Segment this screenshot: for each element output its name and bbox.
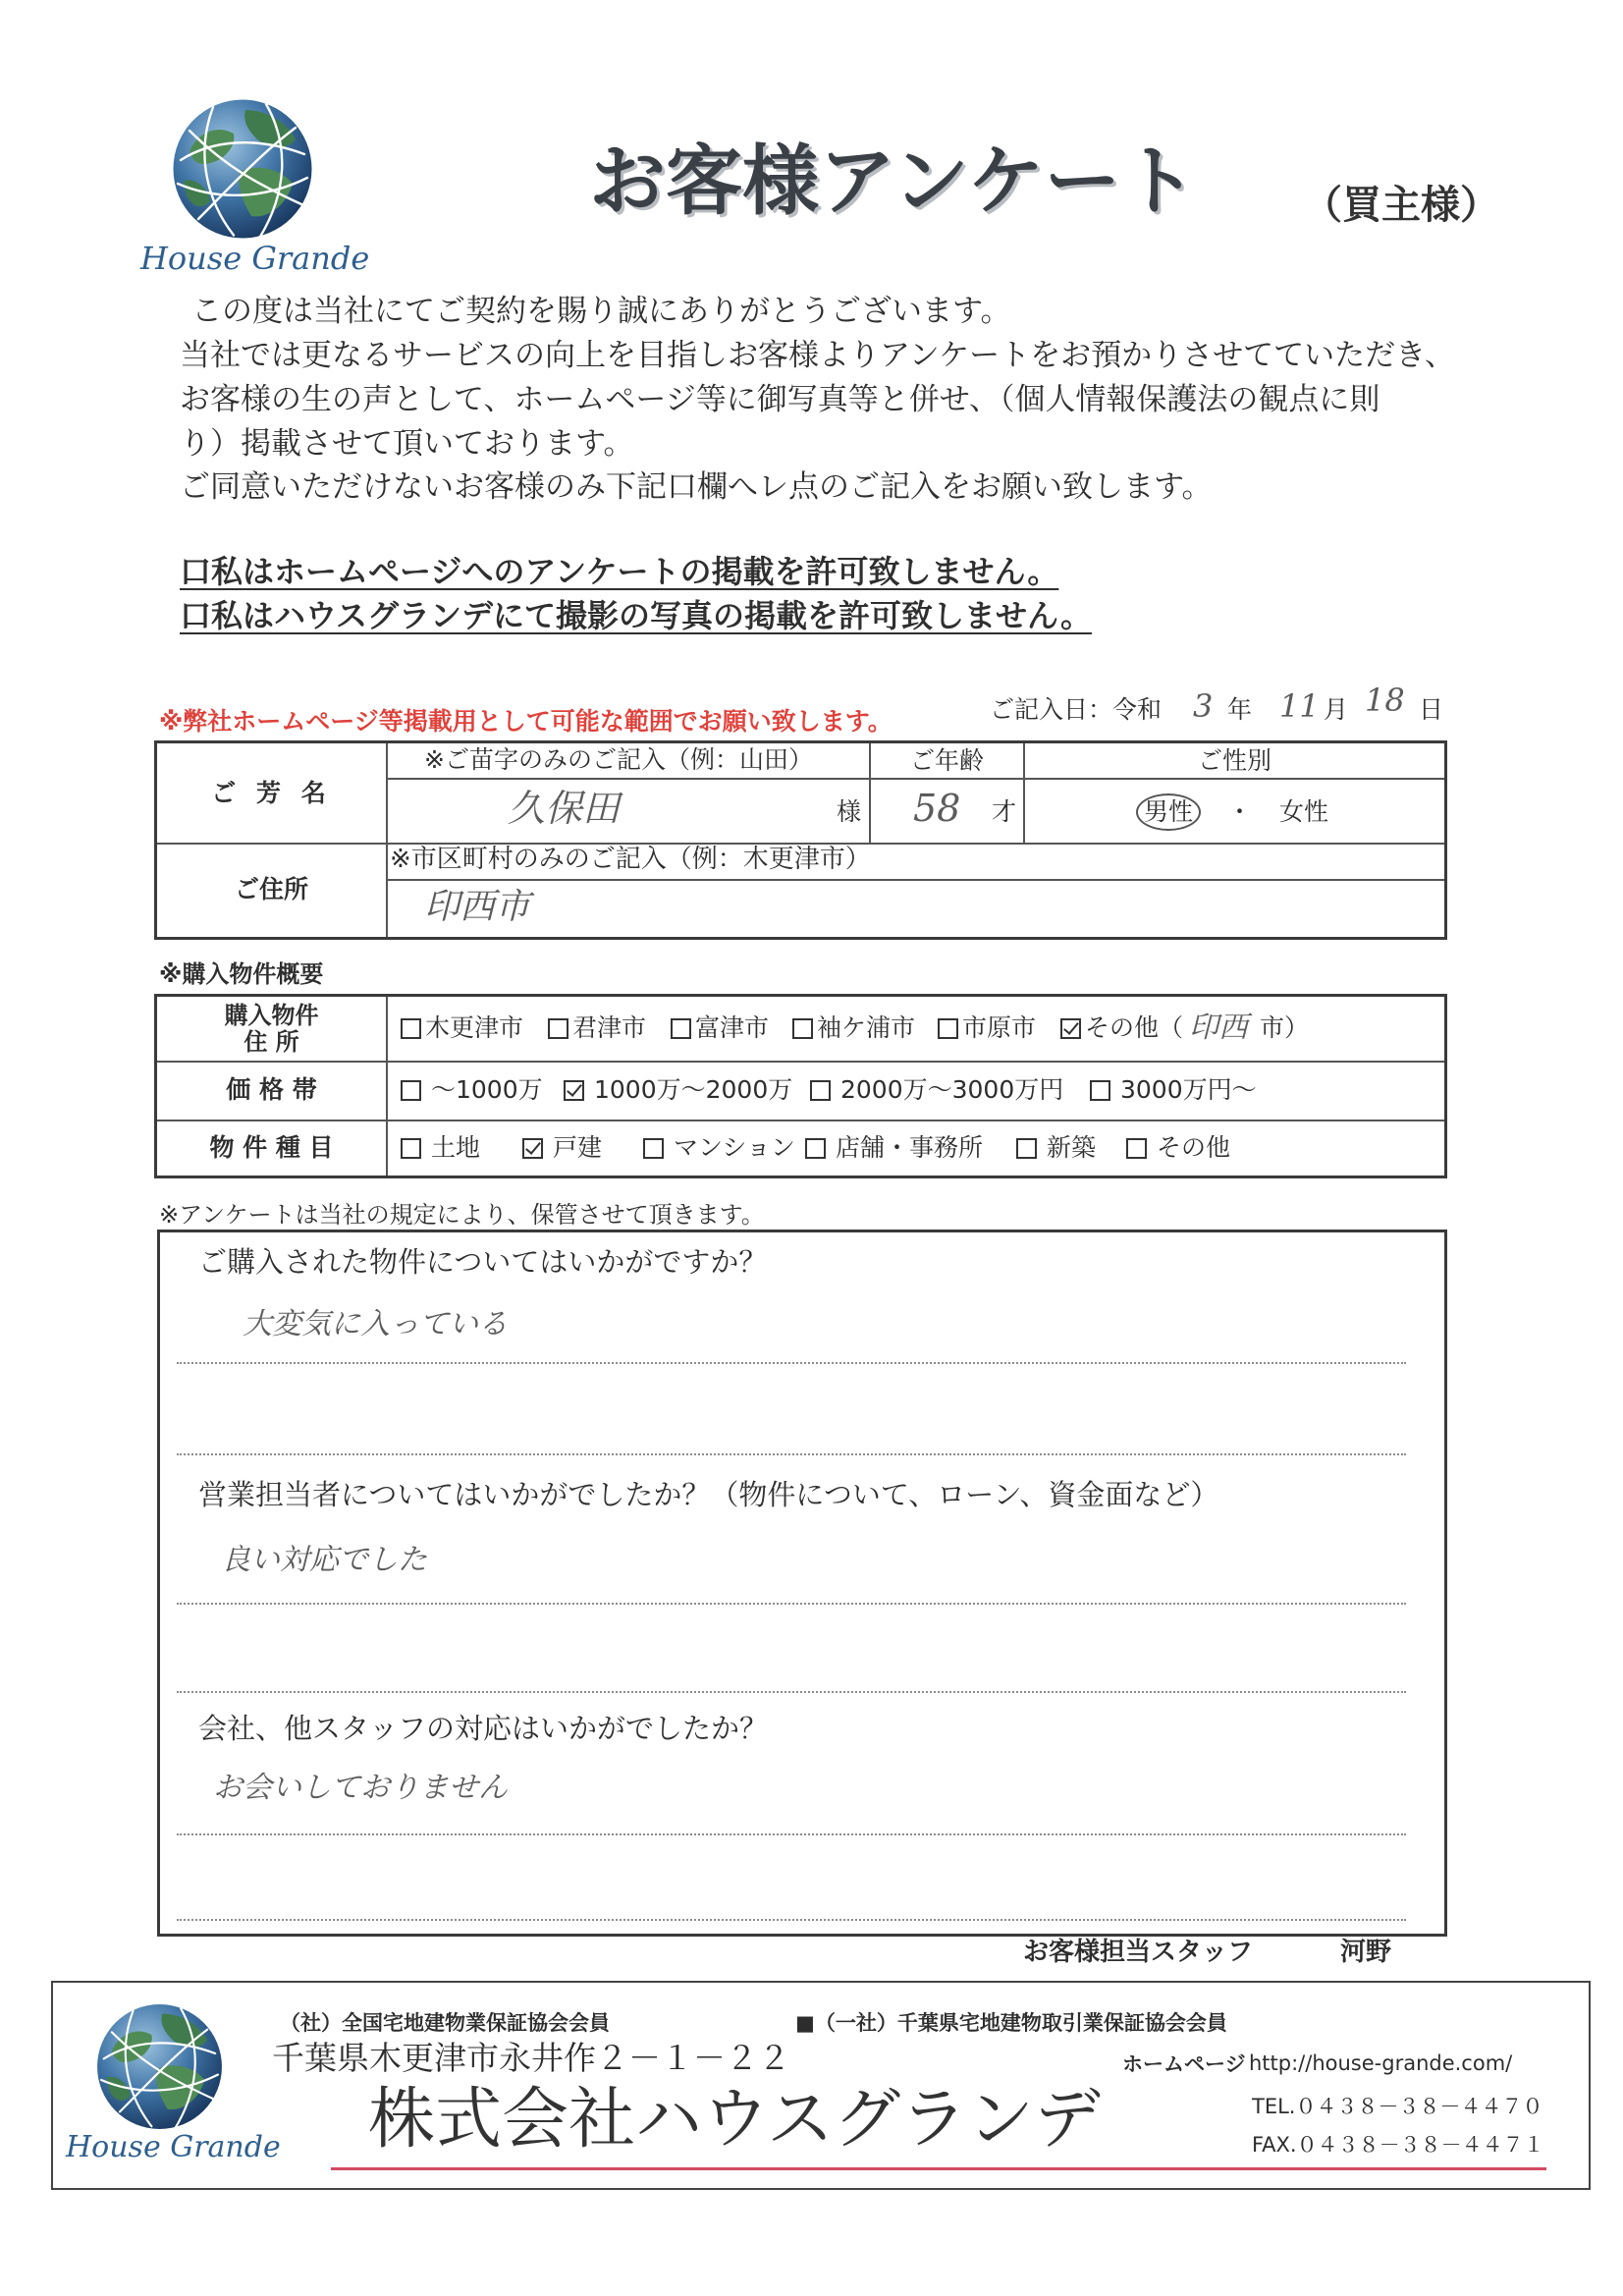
answer-line — [177, 1833, 1406, 1835]
gender-option-male: 男性 — [1136, 793, 1201, 831]
location-option — [938, 1013, 1036, 1043]
option-label: 3000万円～ — [1120, 1075, 1257, 1104]
option-label: 袖ケ浦市 — [817, 1013, 916, 1042]
entry-date-month-unit: 月 — [1324, 695, 1349, 724]
customer-info-table — [154, 740, 1447, 940]
checkbox — [643, 1138, 664, 1159]
answer-property: 大変気に入っている — [243, 1307, 508, 1341]
checkbox — [1060, 1018, 1081, 1039]
question-other-staff: 会社、他スタッフの対応はいかがでしたか？ — [198, 1712, 769, 1745]
company-tel: TEL.０４３８－３８－４４７０ — [1252, 2095, 1543, 2118]
globe-logo-icon — [169, 95, 316, 243]
type-option — [522, 1133, 602, 1163]
type-option — [401, 1133, 480, 1163]
option-label: 市原市 — [962, 1013, 1037, 1042]
intro-line: り）掲載させて頂いております。 — [180, 426, 634, 462]
address-hint: ※市区町村のみのご記入（例：木更津市） — [390, 845, 871, 874]
age-value: 58 — [913, 787, 961, 830]
table-divider — [386, 743, 388, 937]
checkbox — [1126, 1138, 1147, 1159]
company-logo — [169, 95, 316, 243]
answer-other-staff: お会いしておりません — [213, 1771, 508, 1805]
option-label: 富津市 — [695, 1013, 770, 1042]
homepage-label: ホームページ — [1122, 2052, 1246, 2076]
name-hint: ※ご苗字のみのご記入（例：山田） — [424, 745, 813, 774]
checkbox — [401, 1138, 421, 1159]
entry-date-label: ご記入日：令和 — [990, 695, 1163, 724]
price-label: 価 格 帯 — [226, 1075, 317, 1104]
intro-line: 当社では更なるサービスの向上を目指しお客様よりアンケートをお預かりさせてていただき、 — [180, 338, 1455, 373]
option-label: マンション — [674, 1133, 795, 1162]
option-suffix: 市） — [1260, 1013, 1310, 1042]
staff-label: お客様担当スタッフ — [1023, 1938, 1254, 1967]
location-option — [671, 1013, 769, 1043]
checkbox — [1090, 1080, 1110, 1101]
checkbox — [548, 1018, 568, 1039]
entry-date-day: 18 — [1365, 682, 1405, 719]
price-option — [810, 1075, 1063, 1105]
gender-separator: ・ — [1227, 797, 1253, 826]
location-option-other — [1060, 1011, 1309, 1046]
option-label: 新築 — [1047, 1133, 1097, 1162]
answer-line — [177, 1919, 1406, 1921]
answer-line — [177, 1362, 1406, 1364]
type-option — [1016, 1133, 1096, 1163]
option-label: その他 — [1157, 1133, 1231, 1162]
option-label: 木更津市 — [425, 1013, 524, 1042]
age-unit: 才 — [992, 797, 1017, 826]
type-option — [643, 1133, 795, 1163]
page-subtitle: （買主様） — [1303, 183, 1499, 228]
option-label: ～1000万 — [431, 1075, 543, 1104]
name-value: 久保田 — [508, 787, 621, 830]
accent-line — [331, 2167, 1546, 2170]
company-name: 株式会社ハウスグランデ — [368, 2081, 1101, 2159]
answer-line — [177, 1603, 1406, 1605]
property-section-title: ※購入物件概要 — [159, 960, 324, 988]
answer-sales-staff: 良い対応でした — [221, 1543, 427, 1577]
checkbox — [671, 1018, 691, 1039]
location-label — [157, 997, 386, 1061]
page-title: お客様アンケート — [589, 137, 1198, 226]
address-label: ご住所 — [234, 875, 308, 903]
question-property: ご購入された物件についてはいかがですか？ — [198, 1245, 768, 1279]
intro-line: お客様の生の声として、ホームページ等に御写真等と併せ、（個人情報保護法の観点に則 — [180, 382, 1380, 417]
other-location-value: 印西 — [1189, 1011, 1249, 1045]
consent-photo: 口私はハウスグランデにて撮影の写真の掲載を許可致しません。 — [180, 597, 1092, 634]
option-label: 土地 — [431, 1133, 481, 1162]
option-label: 店舗・事務所 — [836, 1133, 984, 1162]
intro-line: この度は当社にてご契約を賜り誠にありがとうございます。 — [191, 294, 1011, 329]
checkbox — [401, 1080, 421, 1101]
entry-date-year: 3 — [1193, 687, 1214, 725]
checkbox — [792, 1018, 813, 1039]
entry-date-month: 11 — [1279, 687, 1320, 725]
homepage-url: http://house-grande.com/ — [1249, 2051, 1513, 2075]
logo-wordmark: House Grande — [140, 240, 370, 277]
staff-name: 河野 — [1340, 1938, 1392, 1967]
location-label-line: 住 所 — [243, 1027, 299, 1056]
type-option — [805, 1133, 983, 1163]
option-label: 1000万～2000万 — [594, 1075, 793, 1104]
location-option — [401, 1013, 523, 1043]
price-option — [401, 1075, 543, 1105]
checkbox — [564, 1080, 584, 1101]
association-2: ■（一社）千葉県宅地建物取引業保証協会会員 — [795, 2011, 1227, 2035]
table-divider — [386, 778, 1444, 780]
intro-line: ご同意いただけないお客様のみ下記口欄へレ点のご記入をお願い致します。 — [180, 469, 1213, 505]
table-divider — [386, 879, 1444, 881]
address-value: 印西市 — [424, 887, 531, 927]
gender-option-female: 女性 — [1279, 797, 1329, 826]
option-label: 2000万～3000万円 — [840, 1075, 1064, 1104]
option-label: 君津市 — [572, 1013, 647, 1042]
option-label: 戸建 — [553, 1133, 603, 1162]
price-option — [1090, 1075, 1257, 1105]
checkbox — [805, 1138, 826, 1159]
location-label-line: 購入物件 — [224, 1002, 319, 1030]
entry-date-year-unit: 年 — [1227, 695, 1253, 724]
checkbox — [810, 1080, 831, 1101]
price-option — [564, 1075, 792, 1105]
option-label: その他（ — [1085, 1013, 1184, 1042]
globe-logo-icon — [93, 2000, 226, 2133]
storage-note: ※アンケートは当社の規定により、保管させて頂きます。 — [159, 1201, 765, 1229]
company-footer — [51, 1981, 1591, 2190]
location-option — [792, 1013, 915, 1043]
consent-homepage-survey: 口私はホームページへのアンケートの掲載を許可致しません。 — [180, 553, 1059, 590]
checkbox — [938, 1018, 958, 1039]
gender-label: ご性別 — [1197, 745, 1271, 775]
table-divider — [386, 997, 388, 1175]
name-suffix: 様 — [837, 797, 862, 826]
answer-line — [177, 1453, 1406, 1455]
entry-date-day-unit: 日 — [1419, 695, 1444, 724]
question-sales-staff: 営業担当者についてはいかがでしたか？（物件について、ローン、資金面など） — [198, 1478, 1219, 1511]
type-label: 物 件 種 目 — [209, 1132, 334, 1162]
company-fax: FAX.０４３８－３８－４４７１ — [1252, 2133, 1544, 2157]
association-1: （社）全国宅地建物業保証協会会員 — [280, 2011, 610, 2035]
checkbox — [1016, 1138, 1037, 1159]
type-option — [1126, 1133, 1230, 1163]
survey-box — [157, 1230, 1447, 1937]
footer-logo-wordmark: House Grande — [66, 2130, 281, 2164]
answer-line — [177, 1691, 1406, 1693]
footer-logo — [93, 2000, 226, 2133]
location-option — [548, 1013, 646, 1043]
notice-red: ※弊社ホームページ等掲載用として可能な範囲でお願い致します。 — [159, 707, 893, 736]
age-label: ご年齢 — [909, 745, 984, 775]
property-table — [154, 994, 1447, 1178]
company-address: 千葉県木更津市永井作２－１－２２ — [272, 2039, 790, 2077]
checkbox — [522, 1138, 543, 1159]
name-label: ご 芳 名 — [211, 778, 332, 807]
checkbox — [401, 1018, 421, 1039]
